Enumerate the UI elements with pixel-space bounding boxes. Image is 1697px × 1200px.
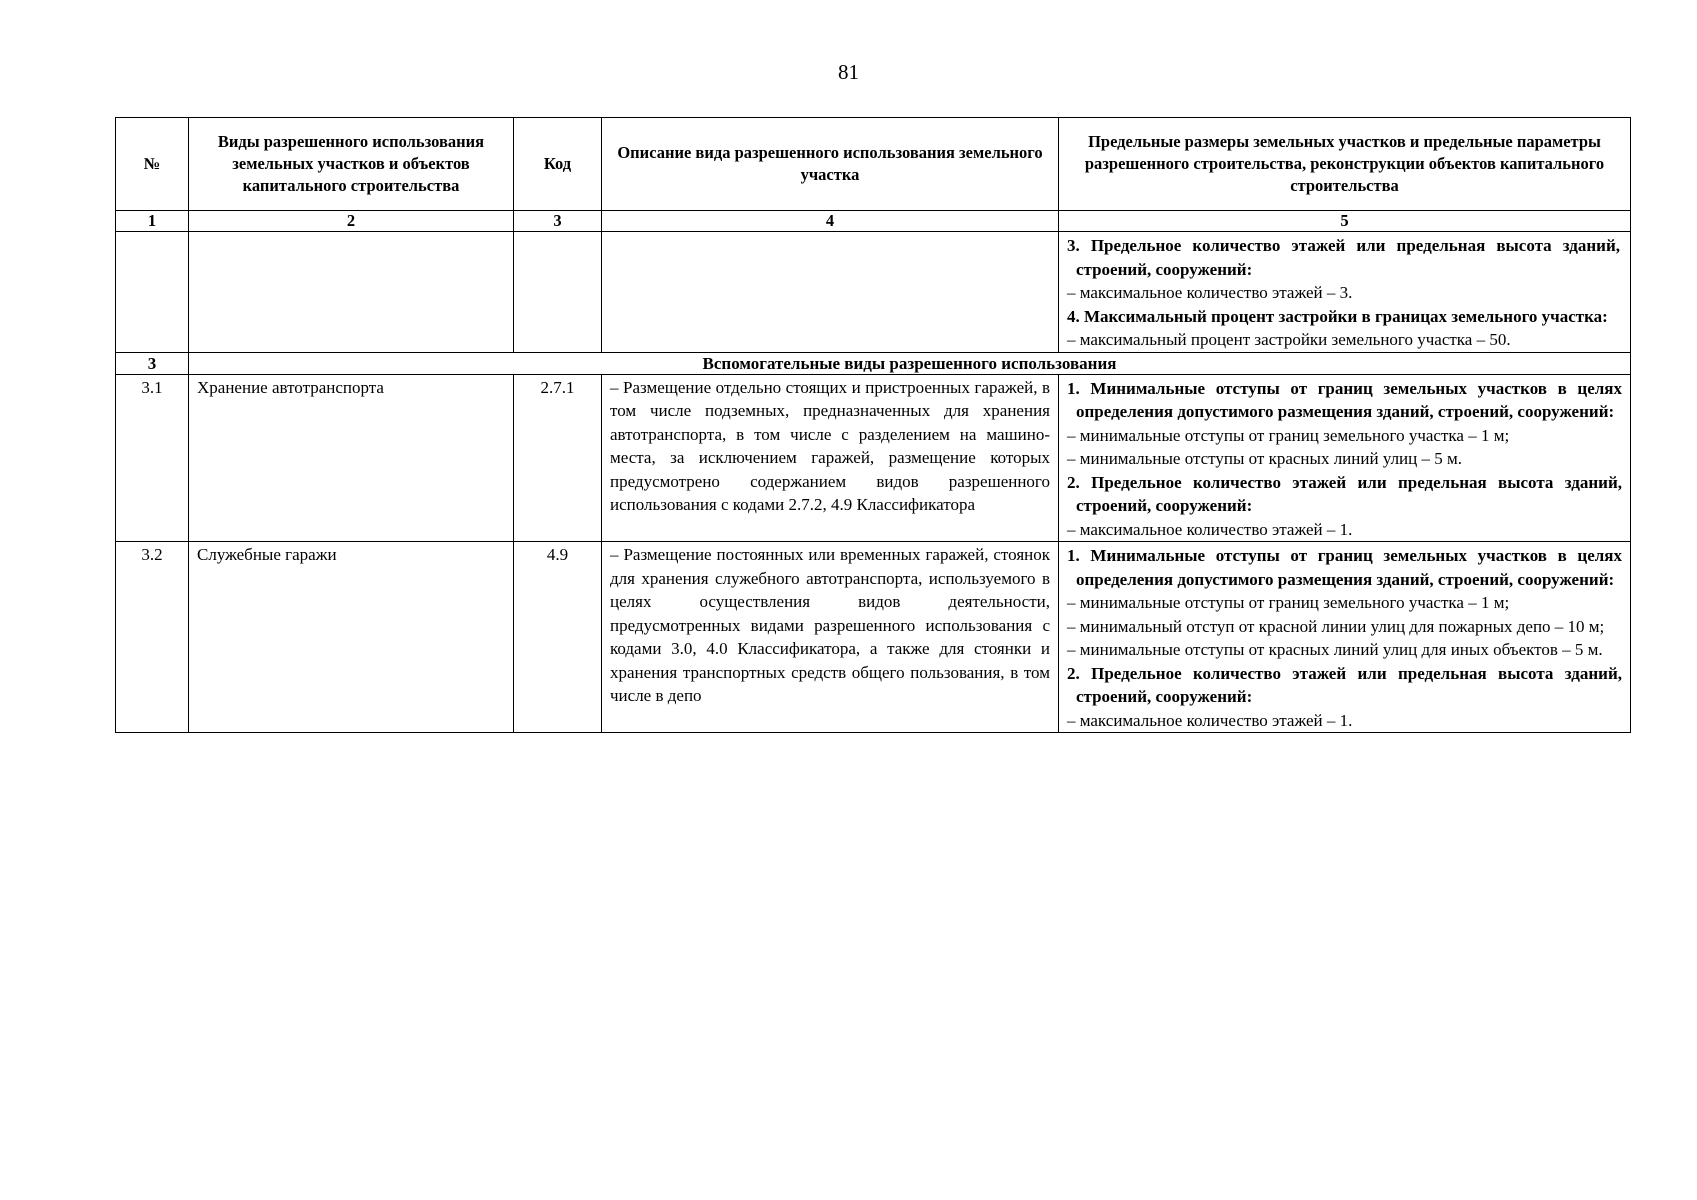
column-number: 3 xyxy=(514,211,602,232)
row-number: 3.2 xyxy=(116,542,189,733)
header-code: Код xyxy=(514,118,602,211)
param-heading: 2. Предельное количество этажей или предельная высота зданий, строений, сооружений: xyxy=(1067,663,1622,706)
param-item: – максимальное количество этажей – 1. xyxy=(1067,710,1353,730)
table-cell-empty xyxy=(116,232,189,353)
use-type-code: 4.9 xyxy=(514,542,602,733)
table-header-row xyxy=(116,118,1631,211)
param-heading: 4. Максимальный процент застройки в границах земельного участка: xyxy=(1067,306,1608,326)
row-number: 3.1 xyxy=(116,374,189,542)
column-number: 4 xyxy=(602,211,1059,232)
params-cell xyxy=(1059,374,1631,542)
land-use-table xyxy=(115,117,1631,733)
param-item: – минимальные отступы от границ земельного участка – 1 м; xyxy=(1067,425,1510,445)
param-item: – минимальные отступы от красных линий улиц – 5 м. xyxy=(1067,449,1463,468)
table-row xyxy=(116,542,1631,733)
header-parameters: Предельные размеры земельных участков и предельные параметры разрешенного строительства, реконструкции объектов капитального строительства xyxy=(1059,118,1631,211)
param-item: – минимальные отступы от красных линий улиц для иных объектов – 5 м. xyxy=(1067,640,1603,659)
section-row xyxy=(116,352,1631,374)
section-title: Вспомогательные виды разрешенного использования xyxy=(189,352,1631,374)
param-item: – максимальное количество этажей – 1. xyxy=(1067,519,1353,539)
param-heading: 2. Предельное количество этажей или предельная высота зданий, строений, сооружений: xyxy=(1067,472,1622,515)
params-cell xyxy=(1059,542,1631,733)
column-number: 1 xyxy=(116,211,189,232)
table-cell-empty xyxy=(602,232,1059,353)
page-number: 81 xyxy=(838,60,859,84)
use-type-description: – Размещение отдельно стоящих и пристроенных гаражей, в том числе подземных, предназначенных для хранения автотранспорта, в том числе с разделением на машино-места, за исключением гаражей, размещение которых предусмотрено содержанием видов разрешенного использования с кодами 2.7.2, 4.9 Классификатора xyxy=(602,374,1059,542)
params-cell xyxy=(1059,232,1631,353)
param-heading: 1. Минимальные отступы от границ земельных участков в целях определения допустимого размещения зданий, строений, сооружений: xyxy=(1067,546,1622,589)
param-item: – максимальный процент застройки земельного участка – 50. xyxy=(1067,330,1511,349)
section-number: 3 xyxy=(116,352,189,374)
table-cell-empty xyxy=(514,232,602,353)
param-item: – минимальные отступы от границ земельного участка – 1 м; xyxy=(1067,593,1510,612)
column-number: 5 xyxy=(1059,211,1631,232)
param-heading: 3. Предельное количество этажей или предельная высота зданий, строений, сооружений: xyxy=(1067,236,1620,279)
header-description: Описание вида разрешенного использования земельного участка xyxy=(602,118,1059,211)
continuation-row xyxy=(116,232,1631,353)
column-numbers-row xyxy=(116,211,1631,232)
param-item: – минимальный отступ от красной линии улиц для пожарных депо – 10 м; xyxy=(1067,616,1605,636)
header-use-types: Виды разрешенного использования земельных участков и объектов капитального строительства xyxy=(189,118,514,211)
header-number: № xyxy=(116,118,189,211)
param-heading: 1. Минимальные отступы от границ земельных участков в целях определения допустимого размещения зданий, строений, сооружений: xyxy=(1067,378,1622,421)
use-type-code: 2.7.1 xyxy=(514,374,602,542)
param-item: – максимальное количество этажей – 3. xyxy=(1067,283,1353,302)
table-cell-empty xyxy=(189,232,514,353)
use-type-name: Хранение автотранспорта xyxy=(189,374,514,542)
use-type-name: Служебные гаражи xyxy=(189,542,514,733)
use-type-description: – Размещение постоянных или временных гаражей, стоянок для хранения служебного автотранспорта, используемого в целях осуществления видов деятельности, предусмотренных видами разрешенного использования с кодами 3.0, 4.0 Классификатора, а также для стоянки и хранения транспортных средств общего пользования, в том числе в депо xyxy=(602,542,1059,733)
column-number: 2 xyxy=(189,211,514,232)
table-row xyxy=(116,374,1631,542)
